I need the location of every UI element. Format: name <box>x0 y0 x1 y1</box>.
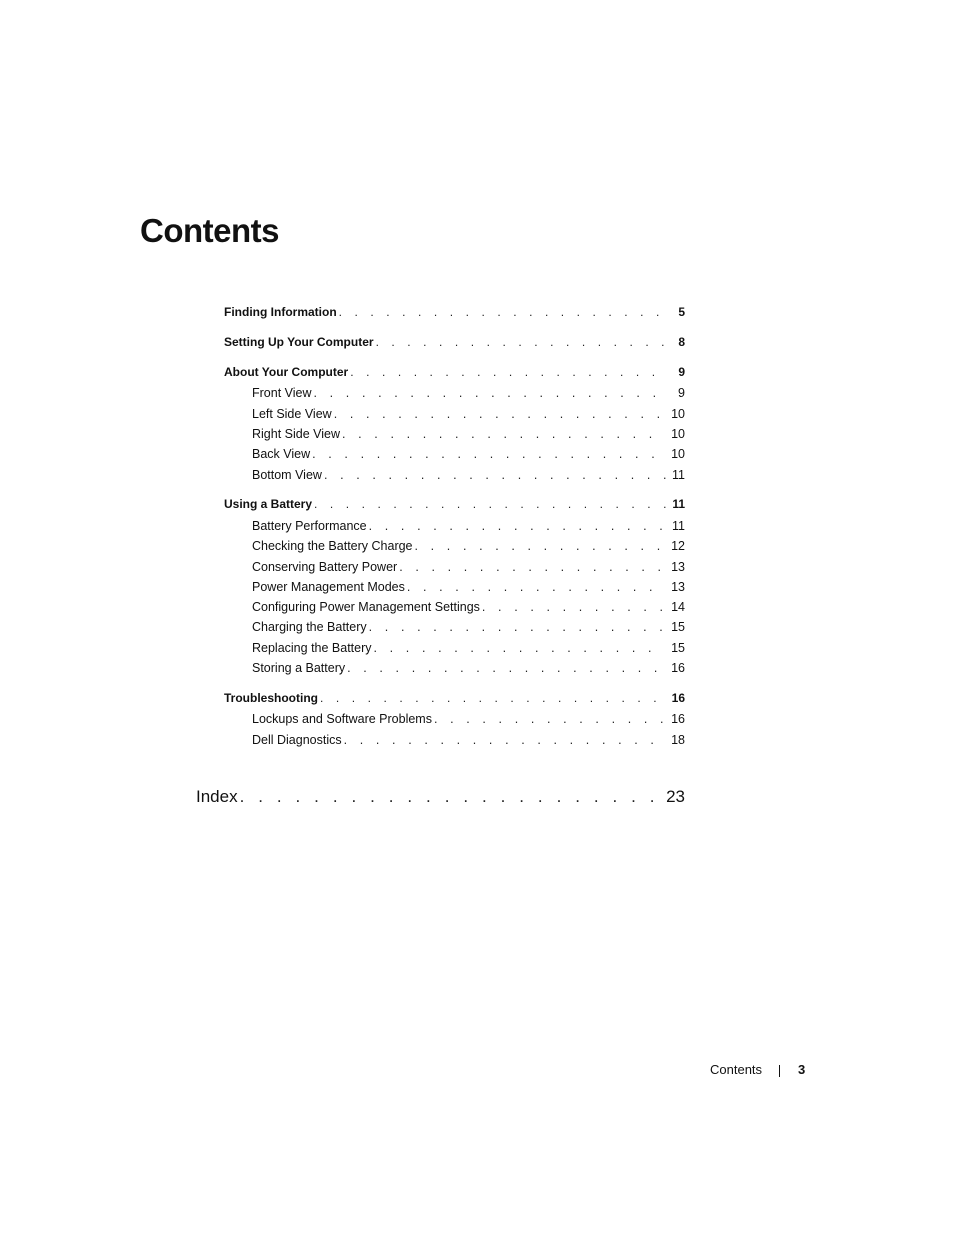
toc-entry-troubleshooting[interactable] <box>224 689 685 707</box>
toc-leader-dots <box>344 731 665 749</box>
toc-entry-using-a-battery[interactable] <box>224 495 685 513</box>
toc-entry-page: 10 <box>671 447 685 461</box>
toc-entry-charging-the-battery[interactable] <box>252 618 685 636</box>
toc-entry-page: 9 <box>678 365 685 379</box>
toc-entry-setting-up-your-computer[interactable] <box>224 333 685 351</box>
toc-entry-title: Finding Information <box>224 305 337 319</box>
page-title: Contents <box>140 212 279 249</box>
toc-leader-dots <box>399 558 665 576</box>
toc-entry-title: Left Side View <box>252 407 332 421</box>
toc-leader-dots <box>320 689 666 707</box>
toc-entry-title: Setting Up Your Computer <box>224 335 374 349</box>
toc-entry-title: Front View <box>252 386 312 400</box>
footer-separator <box>779 1065 780 1077</box>
toc-entry-page: 15 <box>671 641 685 655</box>
toc-entry-page: 11 <box>672 497 685 511</box>
toc-entry-bottom-view[interactable] <box>252 466 685 484</box>
toc-leader-dots <box>312 445 665 463</box>
toc-entry-page: 9 <box>678 386 685 400</box>
toc-leader-dots <box>415 537 666 555</box>
toc-entry-page: 5 <box>678 305 685 319</box>
toc-entry-page: 10 <box>671 407 685 421</box>
toc-entry-page: 8 <box>678 335 685 349</box>
toc-entry-page: 16 <box>671 712 685 726</box>
toc-leader-dots <box>347 659 665 677</box>
footer-page-number: 3 <box>798 1062 806 1077</box>
toc-entry-page: 16 <box>671 661 685 675</box>
toc-entry-page: 13 <box>671 560 685 574</box>
toc-entry-title: Battery Performance <box>252 519 367 533</box>
toc-entry-right-side-view[interactable] <box>252 425 685 443</box>
toc-leader-dots <box>240 785 660 809</box>
page-footer <box>0 1060 954 1082</box>
toc-entry-title: Index <box>196 787 238 806</box>
toc-entry-title: Conserving Battery Power <box>252 560 398 574</box>
toc-leader-dots <box>324 466 666 484</box>
toc-entry-index[interactable] <box>196 785 685 809</box>
toc-entry-title: Bottom View <box>252 468 322 482</box>
toc-entry-title: Right Side View <box>252 427 341 441</box>
toc-entry-back-view[interactable] <box>252 445 685 463</box>
toc-entry-page: 12 <box>671 539 685 553</box>
toc-entry-page: 13 <box>671 580 685 594</box>
toc-entry-page: 15 <box>671 620 685 634</box>
toc-entry-dell-diagnostics[interactable] <box>252 731 685 749</box>
toc-leader-dots <box>334 405 665 423</box>
toc-leader-dots <box>314 495 666 513</box>
toc-leader-dots <box>374 639 666 657</box>
toc-entry-page: 16 <box>671 691 685 705</box>
toc-entry-title: Replacing the Battery <box>252 641 372 655</box>
toc-entry-checking-battery-charge[interactable] <box>252 537 685 555</box>
toc-entry-page: 11 <box>672 468 685 482</box>
toc-entry-page: 14 <box>671 600 685 614</box>
toc-entry-finding-information[interactable] <box>224 303 685 321</box>
toc-entry-title: Back View <box>252 447 311 461</box>
toc-entry-left-side-view[interactable] <box>252 405 685 423</box>
footer-section-label: Contents <box>710 1062 763 1077</box>
toc-entry-title: Troubleshooting <box>224 691 318 705</box>
toc-entry-front-view[interactable] <box>252 384 685 402</box>
toc-entry-title: Dell Diagnostics <box>252 733 342 747</box>
toc-entry-title: Lockups and Software Problems <box>252 712 432 726</box>
toc-entry-page: 23 <box>666 787 685 806</box>
toc-entry-title: Charging the Battery <box>252 620 367 634</box>
toc-leader-dots <box>342 425 665 443</box>
toc-entry-replacing-the-battery[interactable] <box>252 639 685 657</box>
toc-entry-page: 10 <box>671 427 685 441</box>
toc-entry-title: Power Management Modes <box>252 580 405 594</box>
toc-leader-dots <box>376 333 667 351</box>
toc-entry-page: 11 <box>672 519 685 533</box>
toc-entry-storing-a-battery[interactable] <box>252 659 685 677</box>
toc-entry-title: Storing a Battery <box>252 661 346 675</box>
toc-entry-lockups-and-software-problems[interactable] <box>252 710 685 728</box>
toc-entry-power-management-modes[interactable] <box>252 578 685 596</box>
toc-leader-dots <box>369 618 665 636</box>
toc-entry-title: About Your Computer <box>224 365 349 379</box>
toc-leader-dots <box>369 517 666 535</box>
toc-leader-dots <box>339 303 667 321</box>
toc-leader-dots <box>407 578 665 596</box>
toc-entry-title: Using a Battery <box>224 497 313 511</box>
toc-leader-dots <box>434 710 665 728</box>
toc-entry-about-your-computer[interactable] <box>224 363 685 381</box>
toc-entry-page: 18 <box>671 733 685 747</box>
toc-entry-battery-performance[interactable] <box>252 517 685 535</box>
toc-entry-conserving-battery-power[interactable] <box>252 558 685 576</box>
toc-leader-dots <box>482 598 665 616</box>
toc-entry-configuring-power-management-settings[interactable] <box>252 598 685 616</box>
toc-entry-title: Checking the Battery Charge <box>252 539 413 553</box>
toc-leader-dots <box>350 363 667 381</box>
toc-entry-title: Configuring Power Management Settings <box>252 600 480 614</box>
toc-leader-dots <box>314 384 667 402</box>
